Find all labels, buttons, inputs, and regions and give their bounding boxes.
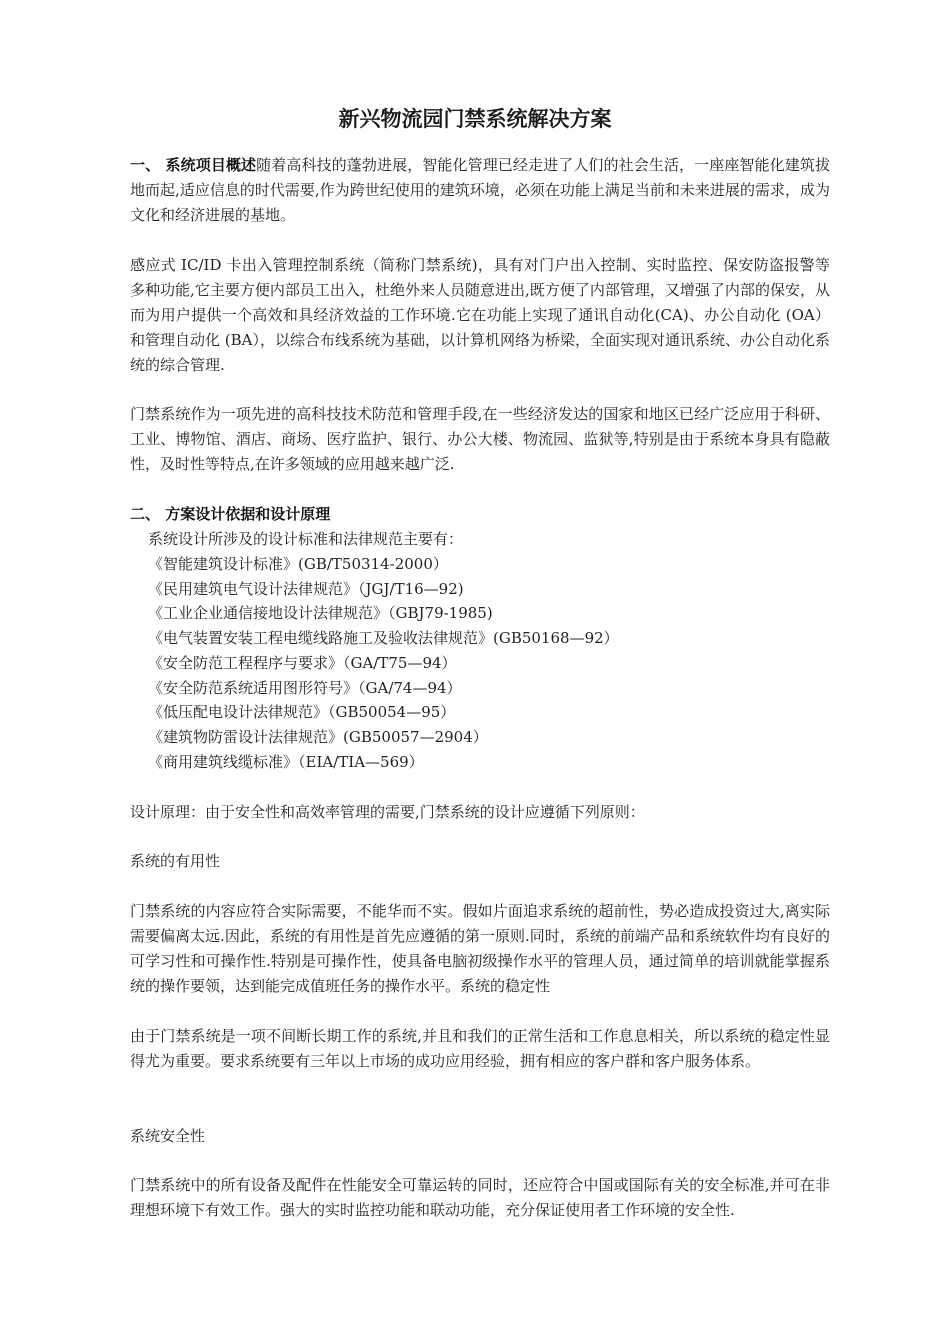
standard-item: 《电气装置安装工程电缆线路施工及验收法律规范》(GB50168—92） [148,629,619,648]
security-heading: 系统安全性 [130,1127,206,1145]
section1-lead-text: 随着高科技的蓬勃进展，智能化管理已经走进了人们的社会生活，一座座智能化建筑拔地而起,适应信息的时代需要,作为跨世纪使用的建筑环境，必须在功能上满足当前和未来进展的需求，成为文化和经济进展的基地。 [130,156,830,224]
standard-item: 《工业企业通信接地设计法律规范》（GBJ79-1985) [148,604,493,623]
standards-list [148,552,828,774]
usefulness-heading: 系统的有用性 [130,852,221,870]
section1-heading: 一、 系统项目概述 [130,156,257,174]
security-paragraph: 门禁系统中的所有设备及配件在性能安全可靠运转的同时，还应符合中国或国际有关的安全标准,并可在非理想环境下有效工作。强大的实时监控功能和联动功能，充分保证使用者工作环境的安全性. [130,1176,830,1219]
standard-item: 《商用建筑线缆标准》（EIA/TIA—569） [148,752,424,771]
document-title: 新兴物流园门禁系统解决方案 [338,107,612,131]
standard-item: 《安全防范系统适用图形符号》（GA/74—94） [148,678,462,697]
standard-item: 《低压配电设计法律规范》（GB50054—95） [148,703,456,722]
standard-item: 《安全防范工程程序与要求》（GA/T75—94） [148,653,457,672]
design-principle: 设计原理：由于安全性和高效率管理的需要,门禁系统的设计应遵循下列原则： [130,803,645,821]
usefulness-paragraph: 门禁系统的内容应符合实际需要，不能华而不实。假如片面追求系统的超前性，势必造成投资过大,离实际需要偏离太远.因此，系统的有用性是首先应遵循的第一原则.同时，系统的前端产品和系统软件均有良好的可学习性和可操作性.特别是可操作性，使具备电脑初级操作水平的管理人员，通过简单的培训就能掌握系统的操作要领，达到能完成值班任务的操作水平。系统的稳定性 [130,902,830,995]
standard-item: 《智能建筑设计标准》(GB/T50314-2000） [148,555,448,573]
standard-item: 《建筑物防雷设计法律规范》(GB50057—2904） [148,727,488,746]
section2-heading: 二、 方案设计依据和设计原理 [130,505,331,523]
section1-paragraph-3: 门禁系统作为一项先进的高科技技术防范和管理手段,在一些经济发达的国家和地区已经广泛应用于科研、工业、博物馆、酒店、商场、医疗监护、银行、办公大楼、物流园、监狱等,特别是由于系统本身具有隐蔽性，及时性等特点,在许多领域的应用越来越广泛. [130,405,830,473]
section1-paragraph-2: 感应式 IC/ID 卡出入管理控制系统（简称门禁系统)，具有对门户出入控制、实时监控、保安防盗报警等多种功能,它主要方便内部员工出入，杜绝外来人员随意进出,既方便了内部管理，又增强了内部的保安，从而为用户提供一个高效和具经济效益的工作环境.它在功能上实现了通讯自动化(CA)、办公自动化 (OA） 和管理自动化 (BA），以综合布线系统为基础，以计算机网络为桥梁，全面实现对通讯系统、办公自动化系统的综合管理. [130,256,830,374]
standards-intro: 系统设计所涉及的设计标准和法律规范主要有： [148,530,464,548]
standard-item: 《民用建筑电气设计法律规范》（JGJ/T16—92) [148,579,464,598]
section1-paragraph [130,153,830,228]
stability-paragraph: 由于门禁系统是一项不间断长期工作的系统,并且和我们的正常生活和工作息息相关，所以系统的稳定性显得尤为重要。要求系统要有三年以上市场的成功应用经验，拥有相应的客户群和客户服务体系。 [130,1027,830,1070]
